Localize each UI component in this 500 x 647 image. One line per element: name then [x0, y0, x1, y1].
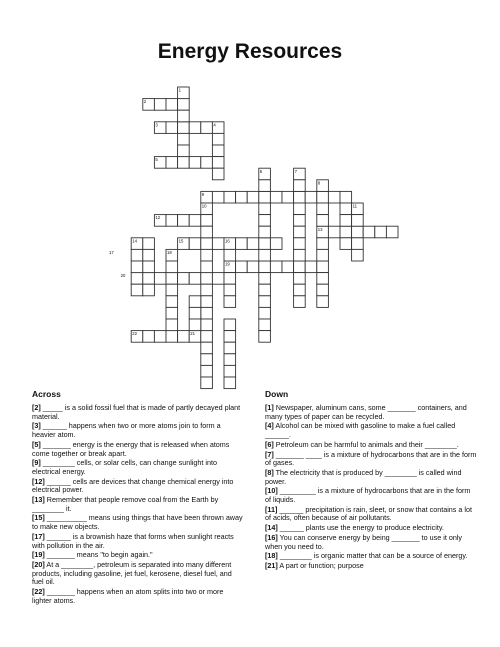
across-clue [32, 561, 244, 587]
grid-number: 17 [109, 250, 114, 255]
clue-number: [14] [265, 523, 278, 533]
across-heading: Across [32, 389, 61, 399]
grid-cell[interactable] [259, 215, 271, 227]
grid-cell[interactable] [189, 238, 201, 250]
grid-cell[interactable] [317, 203, 329, 215]
grid-cell[interactable] [201, 284, 213, 296]
grid-cell[interactable] [224, 331, 236, 343]
grid-cell[interactable] [166, 331, 178, 343]
grid-cell[interactable] [386, 226, 398, 238]
grid-number: 2 [143, 99, 147, 105]
grid-cell[interactable] [259, 296, 271, 308]
clue-text: A part or function; purpose [277, 560, 364, 570]
grid-cell[interactable] [212, 145, 224, 157]
grid-cell[interactable] [143, 249, 155, 261]
grid-cell[interactable] [259, 203, 271, 215]
grid-cell[interactable] [294, 261, 306, 273]
grid-cell[interactable] [270, 191, 282, 203]
grid-cell[interactable] [201, 354, 213, 366]
grid-cell[interactable] [294, 180, 306, 192]
grid-number: 8 [317, 180, 321, 186]
grid-cell[interactable] [178, 145, 190, 157]
grid-cell[interactable] [131, 273, 143, 285]
grid-cell[interactable] [247, 261, 259, 273]
grid-cell[interactable] [201, 365, 213, 377]
grid-number: 21 [190, 331, 195, 337]
grid-cell[interactable] [166, 157, 178, 169]
clue-text: The electricity that is produced by ________ is called wind power. [265, 467, 462, 486]
grid-cell[interactable] [259, 273, 271, 285]
grid-cell[interactable] [247, 238, 259, 250]
grid-cell[interactable] [212, 238, 224, 250]
clue-number: [3] [32, 421, 41, 431]
grid-cell[interactable] [259, 307, 271, 319]
grid-cell[interactable] [224, 249, 236, 261]
grid-cell[interactable] [212, 168, 224, 180]
grid-cell[interactable] [201, 249, 213, 261]
grid-cell[interactable] [189, 122, 201, 134]
grid-cell[interactable] [178, 273, 190, 285]
grid-cell[interactable] [143, 261, 155, 273]
down-clue [265, 404, 477, 421]
grid-cell[interactable] [294, 226, 306, 238]
clue-text: ______ cells are devices that change chemical energy into electrical power. [32, 476, 234, 495]
grid-number: 3 [155, 122, 158, 128]
across-column [32, 389, 244, 606]
grid-cell[interactable] [166, 284, 178, 296]
clue-text: _______ energy is the energy that is released when atoms come together or break apart. [32, 439, 230, 458]
grid-cell[interactable] [212, 157, 224, 169]
grid-cell[interactable] [154, 99, 166, 111]
grid-cell[interactable] [189, 157, 201, 169]
grid-cell[interactable] [294, 203, 306, 215]
clue-number: [22] [32, 587, 45, 597]
grid-cell[interactable] [270, 261, 282, 273]
grid-cell[interactable] [317, 296, 329, 308]
grid-cell[interactable] [166, 307, 178, 319]
grid-cell[interactable] [305, 261, 317, 273]
down-clue [265, 534, 477, 551]
grid-cell[interactable] [178, 133, 190, 145]
grid-cell[interactable] [352, 215, 364, 227]
grid-cell[interactable] [317, 261, 329, 273]
clue-number: [13] [32, 495, 45, 505]
clue-number: [18] [265, 551, 278, 561]
grid-cell[interactable] [317, 249, 329, 261]
grid-cell[interactable] [201, 377, 213, 389]
clue-text: You can conserve energy by being _______ to use it only when you need to. [265, 532, 463, 551]
clue-text: ______ is a brownish haze that forms when sunlight reacts with pollution in the air. [32, 531, 234, 550]
grid-cell[interactable] [328, 191, 340, 203]
across-clue [32, 478, 244, 495]
down-clue [265, 524, 477, 533]
down-clue [265, 487, 477, 504]
grid-cell[interactable] [201, 307, 213, 319]
across-clue [32, 441, 244, 458]
grid-cell[interactable] [270, 238, 282, 250]
grid-cell[interactable] [340, 226, 352, 238]
grid-cell[interactable] [259, 261, 271, 273]
grid-cell[interactable] [259, 284, 271, 296]
clue-number: [20] [32, 559, 45, 569]
across-clue [32, 514, 244, 531]
grid-cell[interactable] [154, 273, 166, 285]
grid-cell[interactable] [178, 122, 190, 134]
grid-cell[interactable] [178, 215, 190, 227]
grid-number: 5 [155, 157, 158, 163]
across-clue [32, 533, 244, 550]
grid-cell[interactable] [352, 226, 364, 238]
grid-cell[interactable] [259, 191, 271, 203]
clue-text: ______ happens when two or more atoms join to form a heavier atom. [32, 421, 221, 440]
across-clue [32, 459, 244, 476]
clue-number: [12] [32, 476, 45, 486]
grid-cell[interactable] [166, 99, 178, 111]
clue-number: [15] [32, 513, 45, 523]
clue-number: [1] [265, 403, 274, 412]
grid-cell[interactable] [212, 273, 224, 285]
grid-cell[interactable] [224, 342, 236, 354]
across-clue [32, 551, 244, 560]
down-clue [265, 552, 477, 561]
down-clue [265, 451, 477, 468]
grid-cell[interactable] [294, 249, 306, 261]
grid-number: 19 [225, 261, 230, 267]
grid-cell[interactable] [282, 191, 294, 203]
grid-cell[interactable] [201, 157, 213, 169]
grid-cell[interactable] [131, 249, 143, 261]
grid-cell[interactable] [201, 238, 213, 250]
grid-cell[interactable] [352, 249, 364, 261]
grid-cell[interactable] [224, 284, 236, 296]
grid-cell[interactable] [166, 261, 178, 273]
grid-cell[interactable] [201, 226, 213, 238]
down-clue [265, 422, 477, 439]
grid-cell[interactable] [224, 191, 236, 203]
grid-number: 7 [294, 168, 297, 174]
grid-cell[interactable] [294, 215, 306, 227]
grid-cell[interactable] [201, 273, 213, 285]
grid-cell[interactable] [259, 331, 271, 343]
grid-cell[interactable] [166, 273, 178, 285]
clue-number: [17] [32, 531, 45, 541]
grid-cell[interactable] [352, 238, 364, 250]
clue-text: _______ ____ is a mixture of hydrocarbons that are in the form of gases. [265, 449, 477, 468]
down-column [265, 389, 477, 606]
grid-cell[interactable] [224, 365, 236, 377]
down-clue [265, 441, 477, 450]
across-clue [32, 496, 244, 513]
grid-number: 20 [120, 273, 126, 279]
grid-cell[interactable] [224, 319, 236, 331]
grid-cell[interactable] [317, 284, 329, 296]
down-clue [265, 469, 477, 486]
grid-cell[interactable] [317, 191, 329, 203]
grid-number: 1 [178, 87, 181, 93]
grid-cell[interactable] [189, 319, 201, 331]
grid-cell[interactable] [143, 284, 155, 296]
grid-cell[interactable] [189, 296, 201, 308]
grid-cell[interactable] [189, 215, 201, 227]
grid-cell[interactable] [282, 261, 294, 273]
grid-number: 4 [213, 122, 216, 128]
grid-cell[interactable] [166, 122, 178, 134]
across-clue [32, 588, 244, 605]
grid-cell[interactable] [247, 191, 259, 203]
grid-cell[interactable] [317, 273, 329, 285]
down-heading: Down [265, 389, 289, 399]
grid-number: 6 [259, 168, 263, 174]
grid-cell[interactable] [259, 249, 271, 261]
clue-text: ______ plants use the energy to produce electricity. [277, 523, 444, 533]
clue-text: __________ means using things that have been thrown away to make new objects. [32, 513, 243, 532]
grid-cell[interactable] [259, 180, 271, 192]
grid-cell[interactable] [201, 296, 213, 308]
grid-cell[interactable] [340, 203, 352, 215]
grid-cell[interactable] [178, 99, 190, 111]
grid-cell[interactable] [328, 226, 340, 238]
grid-cell[interactable] [317, 215, 329, 227]
grid-cell[interactable] [212, 191, 224, 203]
clue-number: [11] [265, 504, 278, 514]
clue-number: [2] [32, 403, 41, 412]
grid-cell[interactable] [131, 284, 143, 296]
grid-cell[interactable] [259, 238, 271, 250]
clue-number: [19] [32, 550, 45, 560]
grid-cell[interactable] [143, 238, 155, 250]
grid-cell[interactable] [259, 319, 271, 331]
grid-cell[interactable] [212, 133, 224, 145]
grid-cell[interactable] [166, 296, 178, 308]
down-clue-list [265, 404, 477, 571]
grid-cell[interactable] [154, 331, 166, 343]
grid-cell[interactable] [294, 238, 306, 250]
clue-text: _______ means "to begin again." [44, 550, 153, 560]
clue-text: Newspaper, aluminum cans, some _______ containers, and many types of paper can be recycled. [265, 403, 467, 421]
grid-cell[interactable] [201, 215, 213, 227]
grid-cell[interactable] [340, 215, 352, 227]
grid-cell[interactable] [294, 284, 306, 296]
clue-text: ________ is organic matter that can be a source of energy. [277, 551, 468, 561]
grid-cell[interactable] [294, 191, 306, 203]
clue-number: [8] [265, 467, 274, 477]
grid-cell[interactable] [201, 342, 213, 354]
clue-text: _____ is a solid fossil fuel that is made of partly decayed plant material. [32, 403, 241, 421]
grid-number: 22 [132, 331, 137, 337]
across-clue [32, 422, 244, 439]
grid-number: 14 [132, 238, 137, 244]
grid-cell[interactable] [236, 191, 248, 203]
grid-cell[interactable] [201, 331, 213, 343]
clue-text: _________ is a mixture of hydrocarbons that are in the form of liquids. [265, 486, 471, 505]
down-clue [265, 506, 477, 523]
grid-cell[interactable] [294, 296, 306, 308]
grid-cell[interactable] [189, 273, 201, 285]
clue-number: [6] [265, 439, 274, 449]
grid-cell[interactable] [201, 261, 213, 273]
clue-number: [9] [32, 458, 41, 468]
clue-number: [4] [265, 421, 274, 431]
clue-number: [21] [265, 560, 278, 570]
grid-cell[interactable] [317, 238, 329, 250]
grid-cell[interactable] [305, 191, 317, 203]
clue-text: ________ cells, or solar cells, can change sunlight into electrical energy. [32, 458, 217, 476]
grid-cell[interactable] [201, 122, 213, 134]
grid-cell[interactable] [131, 261, 143, 273]
clue-text: Remember that people remove coal from the Earth by ________ it. [32, 495, 219, 513]
grid-cell[interactable] [236, 238, 248, 250]
grid-cell[interactable] [166, 215, 178, 227]
grid-cell[interactable] [294, 273, 306, 285]
down-clue [265, 562, 477, 571]
across-clue [32, 404, 244, 421]
clue-text: Petroleum can be harmful to animals and their ________. [273, 439, 459, 449]
grid-number: 13 [317, 226, 323, 232]
grid-number: 12 [155, 215, 161, 221]
page-title: Energy Resources [157, 40, 343, 63]
grid-cell[interactable] [189, 307, 201, 319]
grid-cell[interactable] [340, 191, 352, 203]
grid-cell[interactable] [201, 319, 213, 331]
grid-cell[interactable] [166, 319, 178, 331]
grid-number: 16 [225, 238, 230, 244]
grid-cell[interactable] [340, 238, 352, 250]
clue-text: Alcohol can be mixed with gasoline to make a fuel called ______. [265, 421, 456, 440]
clue-number: [16] [265, 532, 278, 542]
clue-number: [5] [32, 439, 41, 449]
clue-text: _______ happens when an atom splits into two or more lighter atoms. [32, 587, 224, 605]
grid-cell[interactable] [178, 110, 190, 122]
grid-cell[interactable] [143, 273, 155, 285]
grid-cell[interactable] [375, 226, 387, 238]
grid-cell[interactable] [143, 331, 155, 343]
grid-cell[interactable] [224, 377, 236, 389]
grid-cell[interactable] [178, 157, 190, 169]
grid-number: 11 [352, 203, 358, 209]
clue-text: At a ________, petroleum is separated into many different products, including gasoline, jet fuel, kerosene, diesel fuel, and fuel oil. [32, 559, 232, 587]
grid-number: 9 [201, 192, 205, 197]
grid-cell[interactable] [224, 354, 236, 366]
grid-cell[interactable] [224, 273, 236, 285]
clue-number: [7] [265, 449, 274, 459]
grid-cell[interactable] [178, 331, 190, 343]
grid-cell[interactable] [259, 226, 271, 238]
clue-text: ______ precipitation is rain, sleet, or snow that contains a lot of acids, often because of air pollutants. [265, 504, 472, 523]
grid-cell[interactable] [236, 261, 248, 273]
grid-number: 15 [178, 238, 184, 244]
across-clue-list [32, 404, 244, 605]
grid-cell[interactable] [224, 296, 236, 308]
grid-cell[interactable] [363, 226, 375, 238]
grid-number: 18 [167, 250, 172, 255]
clue-section [32, 389, 477, 606]
grid-number: 10 [201, 203, 207, 209]
clue-number: [10] [265, 486, 278, 496]
